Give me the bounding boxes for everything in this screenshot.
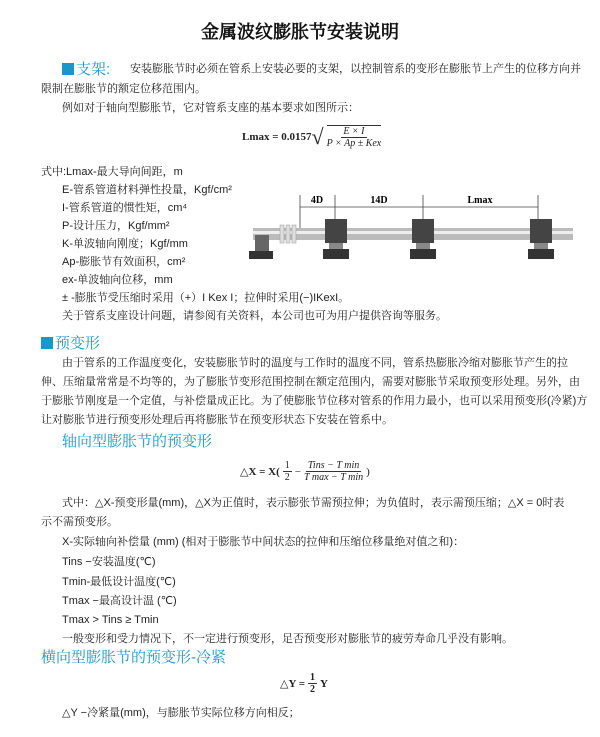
dimension-label-lmax: Lmax — [467, 195, 493, 206]
definition-line: E-管系管道材料弹性投量，Kgf/cm² — [62, 184, 232, 196]
dimension-label-14d: 14D — [370, 195, 388, 206]
formula-lhs: Lmax = 0.0157 — [242, 131, 312, 143]
paragraph-line: △Y −冷紧量(mm)，与膨胀节实际位移方向相反； — [62, 707, 300, 719]
square-bullet-icon — [41, 337, 53, 349]
formula-numerator: 1 — [284, 460, 290, 471]
sqrt-sign: √ $\frac{E \times I}{\text{P × Ap ± Kex}}$ — [311, 124, 382, 149]
dimension-label-4d: 4D — [310, 195, 324, 206]
definition-line: ex-单波轴向位移，mm — [62, 274, 173, 286]
paragraph-line: Tmax > Tins ≥ Tmin — [62, 614, 159, 626]
bellows-icon — [280, 225, 296, 243]
paragraph-line: 例如对于轴向型膨胀节，它对管系支座的基本要求如图所示： — [62, 102, 359, 114]
formula-delta-y — [280, 672, 328, 695]
formula-delta-x — [240, 460, 370, 483]
paragraph-line: 让对膨胀节进行预变形处理后再将膨胀节在预变形状态下安装在管系中。 — [41, 414, 393, 426]
paragraph-line: 由于管系的工作温度变化，安装膨胀节时的温度与工作时的温度不同，管系热膨胀冷缩对膨胀节产生的拉 — [62, 357, 568, 369]
heading-text: 支架: — [76, 61, 111, 78]
formula-denominator: 2 — [310, 684, 316, 695]
formula-numerator: Tins − T min — [307, 460, 360, 471]
definition-line: P-设计压力，Kgf/mm² — [62, 220, 170, 232]
heading-text: 预变形 — [55, 335, 101, 352]
definition-line: 关于管系支座设计问题，请参阅有关资料，本公司也可为用户提供咨询等服务。 — [62, 310, 447, 322]
paragraph-line: X-实际轴向补偿量 (mm) (相对于膨胀节中间状态的拉伸和压缩位移量绝对值之和)： — [62, 536, 465, 548]
subheading-lateral: 横向型膨胀节的预变形-冷紧 — [41, 649, 226, 666]
formula-lhs: △Y = — [280, 678, 306, 690]
page-title: 金属波纹膨胀节安装说明 — [201, 22, 399, 42]
paragraph-line: Tmin-最低设计温度(℃) — [62, 576, 176, 588]
pipe-support-diagram — [245, 195, 575, 305]
formula-denominator: 2 — [284, 472, 290, 483]
definition-line: ± -膨胀节受压缩时采用（+）I Kex I；拉伸时采用(−)IKexI。 — [62, 292, 350, 304]
definition-line: 式中:Lmax-最大导向间距，m — [41, 166, 183, 178]
definition-line: K-单波轴向刚度；Kgf/mm — [62, 238, 188, 250]
formula-denominator: T max − T min — [304, 472, 364, 483]
paragraph-line: 一般变形和受力情况下，不一定进行预变形，足否预变形对膨胀节的疲劳寿命几乎没有影响。 — [62, 633, 513, 645]
paragraph-line: 式中：△X-预变形量(mm)，△X为正值时，表示膨张节需预拉伸；为负值时，表示需预压缩；△X = 0时表 — [62, 497, 565, 509]
definition-line: Ap-膨胀节有效面积，cm² — [62, 256, 186, 268]
paragraph-line: 伸、压缩量常常是不均等的，为了膨胀节变形范围控制在额定范围内，需要对膨胀节采取预变形处理。另外，由 — [41, 376, 580, 388]
paragraph-line: 限制在膨胀节的额定位移范围内。 — [41, 83, 206, 95]
formula-minus: − — [294, 465, 301, 478]
square-bullet-icon — [62, 63, 74, 75]
formula-denominator: P × Ap ± Kex — [326, 138, 382, 149]
formula-rhs: Y — [320, 677, 328, 690]
formula-lhs: △X = X( — [240, 466, 280, 478]
section-heading-predeform — [41, 332, 100, 353]
definition-line: I-管系管道的惯性矩，cm⁴ — [62, 202, 188, 214]
formula-lmax — [242, 124, 384, 150]
paragraph-line: 于膨胀节刚度是一个定值，与补偿量成正比。为了使膨胀节位移对管系的作用力最小，也可以采用预变形(冷紧)方 — [41, 395, 588, 407]
formula-rhs: ) — [366, 465, 370, 478]
paragraph-line: 安装膨胀节时必须在管系上安装必要的支架，以控制管系的变形在膨胀节上产生的位移方向并 — [130, 63, 581, 75]
formula-numerator: 1 — [310, 672, 316, 683]
paragraph-line: Tmax −最高设计温 (℃) — [62, 595, 177, 607]
section-heading-support — [62, 58, 110, 79]
paragraph-line: Tins −安装温度(℃) — [62, 556, 156, 568]
paragraph-line: 示不需预变形。 — [41, 516, 118, 528]
subheading-axial: 轴向型膨胀节的预变形 — [62, 433, 213, 450]
formula-numerator: E × I — [343, 126, 365, 137]
